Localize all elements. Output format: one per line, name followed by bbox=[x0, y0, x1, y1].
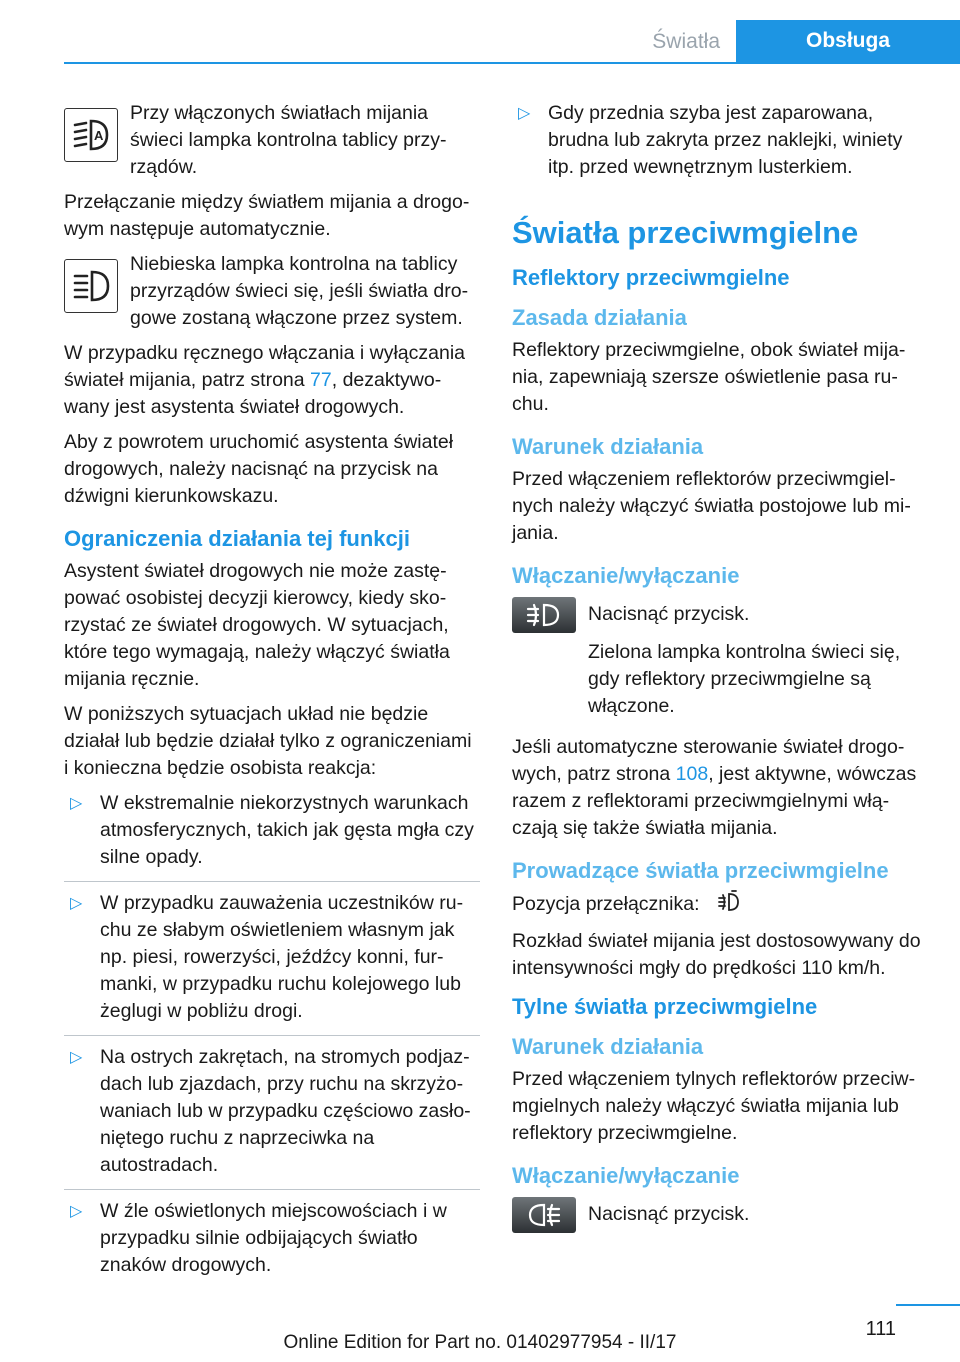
low-beam-indicator-row bbox=[64, 100, 480, 181]
green-indicator-text: Zielona lampka kontrolna świeci się, gdy reflektory przeciwmgielne są włączone. bbox=[588, 641, 901, 717]
edition-footer: Online Edition for Part no. 01402977954 - II/17 bbox=[283, 1332, 677, 1353]
switch-on-off-heading: Włączanie/wyłączanie bbox=[512, 563, 740, 588]
rear-condition-text: Przed włączeniem tylnych reflektorów przeciw‐mgielnych należy włączyć światła mijania lub reflektory przeciwmgielne. bbox=[512, 1068, 916, 1144]
list-item: ▷ Gdy przednia szyba jest zaparowana, brudna lub zakryta przez naklejki, winiety itp. przed wewnętrznym lusterkiem. bbox=[518, 102, 903, 178]
switch-position-text: Pozycja przełącznika: bbox=[512, 890, 928, 920]
front-fog-light-button-icon bbox=[512, 597, 576, 633]
fog-lights-title: Światła przeciwmgielne bbox=[512, 215, 859, 250]
principle-heading: Zasada działania bbox=[512, 305, 687, 330]
guiding-fog-heading: Prowadzące światła przeciwmgielne bbox=[512, 858, 889, 883]
rear-fog-heading: Tylne światła przeciwmgielne bbox=[512, 994, 818, 1019]
bullet-triangle-icon: ▷ bbox=[70, 795, 83, 812]
front-fog-heading: Reflektory przeciwmgielne bbox=[512, 265, 790, 290]
reactivate-text: Aby z powrotem uruchomić asystenta świateł drogowych, należy nacisnąć na przycisk na dźwigni kierunkowskazu. bbox=[64, 431, 454, 507]
left-column bbox=[64, 100, 480, 1297]
high-beam-assistant-icon bbox=[64, 108, 118, 162]
low-beam-indicator-text: Przy włączonych światłach mijania świeci lampka kontrolna tablicy przy‐rządów. bbox=[130, 102, 447, 178]
right-column bbox=[512, 100, 928, 1239]
header-chapter-tab: Obsługa bbox=[736, 20, 960, 62]
high-beam-indicator-text: Niebieska lampka kontrolna na tablicy przyrządów świeci się, jeśli światła dro‐gowe zostaną włączone przez system. bbox=[130, 253, 469, 329]
front-fog-button-row bbox=[512, 595, 928, 633]
auto-high-beam-text: Jeśli automatyczne sterowanie świateł drogo‐wych, patrz strona 108, jest aktywne, wówczas razem z reflektorami przeciwmgielnymi włą‐czają się także światła mijania. bbox=[512, 736, 917, 839]
page-link-108[interactable]: 108 bbox=[675, 763, 709, 785]
bullet-triangle-icon: ▷ bbox=[518, 105, 531, 122]
bullet-triangle-icon: ▷ bbox=[70, 1203, 83, 1220]
switch-position-icon bbox=[717, 890, 741, 920]
situations-list-continued bbox=[512, 100, 928, 191]
header-section-title: Światła bbox=[652, 30, 720, 53]
auto-switch-text: Przełączanie między światłem mijania a drogo‐wym następuje automatycznie. bbox=[64, 191, 470, 240]
limits-text: Asystent świateł drogowych nie może zastę‐pować osobistej decyzji kierowcy, kiedy sko‐rzystać ze świateł drogowych. W sytuacjach, które tego wymagają, należy włączyć światła mijania ręcznie. bbox=[64, 560, 450, 690]
list-item: ▷ W przypadku zauważenia uczestników ru‐chu ze słabym oświetleniem własnym jak np. piesi, rowerzyści, jeźdźcy konni, fur‐manki, w przypadku ruchu kolejowego lub żeglugi w pobliżu drogi. bbox=[64, 890, 480, 1036]
footer-rule bbox=[896, 1304, 960, 1306]
page-header bbox=[0, 20, 960, 64]
situations-list bbox=[64, 790, 480, 1289]
svg-text:A: A bbox=[94, 128, 104, 143]
press-button-text: Nacisnąć przycisk. bbox=[588, 603, 750, 625]
condition-heading: Warunek działania bbox=[512, 434, 704, 459]
list-item: ▷ W ekstremalnie niekorzystnych warunkach atmosferycznych, takich jak gęsta mgła czy silne opady. bbox=[64, 790, 480, 882]
situations-intro: W poniższych sytuacjach układ nie będzie działał lub będzie działał tylko z ograniczeniami i konieczna będzie osobista reakcja: bbox=[64, 703, 472, 779]
page-number: 111 bbox=[865, 1318, 896, 1340]
bullet-triangle-icon: ▷ bbox=[70, 895, 83, 912]
page-link-77[interactable]: 77 bbox=[310, 369, 332, 391]
rear-fog-light-button-icon bbox=[512, 1197, 576, 1233]
bullet-triangle-icon: ▷ bbox=[70, 1049, 83, 1066]
header-rule bbox=[64, 62, 960, 64]
rear-condition-heading: Warunek działania bbox=[512, 1034, 704, 1059]
list-item: ▷ Na ostrych zakrętach, na stromych podjaz‐dach lub zjazdach, przy ruchu na skrzyżo‐waniach lub w przypadku częściowo zasło‐niętego ruchu z naprzeciwka na autostradach. bbox=[64, 1044, 480, 1190]
press-button-text-rear: Nacisnąć przycisk. bbox=[588, 1203, 750, 1225]
rear-switch-heading: Włączanie/wyłączanie bbox=[512, 1163, 740, 1188]
high-beam-indicator-row bbox=[64, 251, 480, 332]
high-beam-indicator-icon bbox=[64, 259, 118, 313]
condition-text: Przed włączeniem reflektorów przeciwmgiel‐nych należy włączyć światła postojowe lub mi‐jania. bbox=[512, 468, 911, 544]
limits-heading: Ograniczenia działania tej funkcji bbox=[64, 526, 410, 551]
rear-fog-button-row bbox=[512, 1195, 928, 1233]
list-item: ▷ W źle oświetlonych miejscowościach i w przypadku silnie odbijających światło znaków drogowych. bbox=[70, 1200, 447, 1276]
distribution-text: Rozkład świateł mijania jest dostosowywany do intensywności mgły do prędkości 110 km/h. bbox=[512, 930, 921, 979]
manual-low-beam-text: W przypadku ręcznego włączania i wyłączania świateł mijania, patrz strona 77, dezaktywo‐wany jest asystenta świateł drogowych. bbox=[64, 342, 466, 418]
principle-text: Reflektory przeciwmgielne, obok świateł mija‐nia, zapewniają szersze oświetlenie pasa ru‐chu. bbox=[512, 339, 906, 415]
